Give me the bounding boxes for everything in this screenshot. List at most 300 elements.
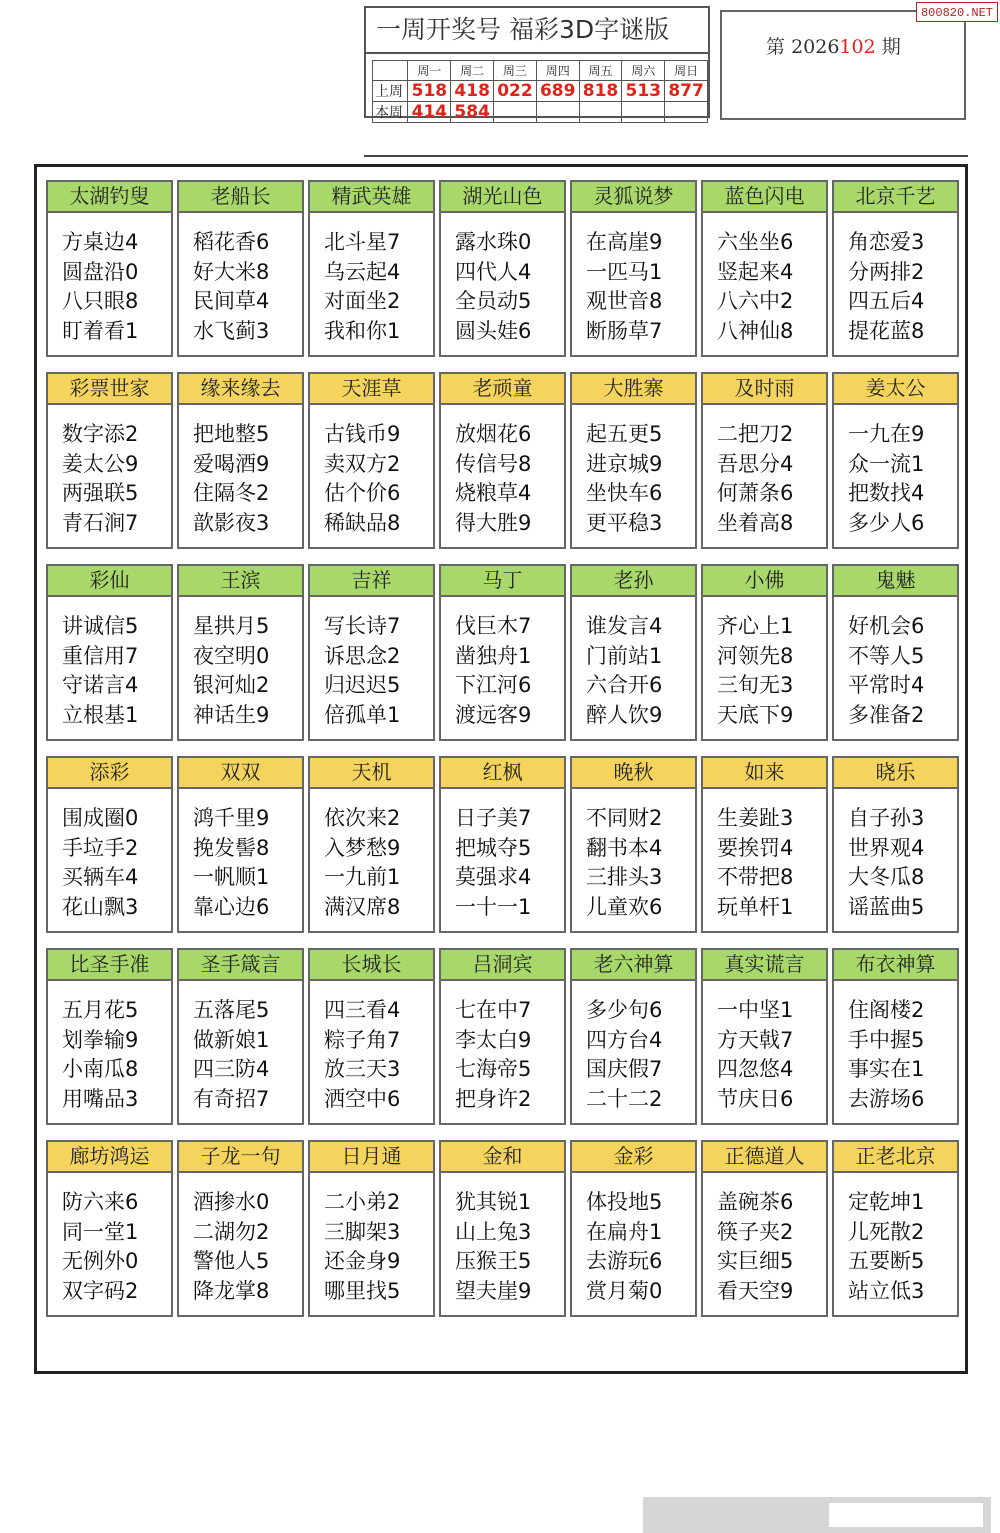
corner-cell xyxy=(373,61,408,81)
riddle-line: 不带把8 xyxy=(717,865,794,889)
riddle-card xyxy=(832,372,959,549)
riddle-line: 五落尾5 xyxy=(193,998,270,1022)
riddle-lines xyxy=(310,789,433,931)
riddle-line: 玩单杆1 xyxy=(717,894,794,919)
riddle-line: 二小弟2 xyxy=(324,1190,401,1214)
riddle-line: 放烟花6 xyxy=(455,422,532,446)
riddle-line: 齐心上1 xyxy=(717,614,794,638)
riddle-lines xyxy=(441,1173,564,1315)
riddle-line: 估个价6 xyxy=(324,481,401,505)
riddle-line: 古钱币9 xyxy=(324,422,401,446)
riddle-author: 吕洞宾 xyxy=(441,950,564,981)
riddle-author: 灵狐说梦 xyxy=(572,182,695,213)
riddle-lines xyxy=(310,405,433,547)
riddle-line: 一九在9 xyxy=(848,422,925,446)
riddle-line: 小南瓜8 xyxy=(62,1057,139,1081)
riddle-lines xyxy=(572,405,695,547)
draw-number: 022 xyxy=(494,81,537,102)
riddle-lines xyxy=(179,789,302,931)
issue-number: 102 xyxy=(839,36,876,58)
draw-number xyxy=(536,102,579,123)
riddle-line: 犹其锐1 xyxy=(455,1190,532,1214)
riddle-line: 坐快车6 xyxy=(586,481,663,505)
riddle-line: 四代人4 xyxy=(455,259,532,284)
riddle-author: 天涯草 xyxy=(310,374,433,405)
riddle-card xyxy=(177,564,304,741)
riddle-card xyxy=(832,1140,959,1317)
riddle-line: 用嘴品3 xyxy=(62,1086,139,1111)
riddle-lines xyxy=(179,1173,302,1315)
riddle-line: 买辆车4 xyxy=(62,865,139,889)
riddle-line: 归迟迟5 xyxy=(324,673,401,697)
riddle-line: 盯着看1 xyxy=(62,318,139,343)
riddle-line: 压猴王5 xyxy=(455,1249,532,1273)
draw-number xyxy=(622,102,665,123)
weekly-draw-panel xyxy=(364,6,710,122)
riddle-line: 更平稳3 xyxy=(586,510,663,535)
riddle-line: 渡远客9 xyxy=(455,702,532,727)
day-header-row xyxy=(373,61,708,81)
riddle-lines xyxy=(179,213,302,355)
riddle-card xyxy=(177,948,304,1125)
riddle-author: 晓乐 xyxy=(834,758,957,789)
riddle-line: 五月花5 xyxy=(62,998,139,1022)
riddle-author: 彩仙 xyxy=(48,566,171,597)
riddle-line: 门前站1 xyxy=(586,643,663,668)
riddle-line: 传信号8 xyxy=(455,451,532,476)
riddle-card xyxy=(46,948,173,1125)
riddle-lines xyxy=(48,981,171,1123)
riddle-line: 姜太公9 xyxy=(62,451,139,476)
riddle-line: 一帆顺1 xyxy=(193,865,270,889)
riddle-author: 湖光山色 xyxy=(441,182,564,213)
riddle-author: 双双 xyxy=(179,758,302,789)
riddle-lines xyxy=(703,597,826,739)
riddle-line: 好机会6 xyxy=(848,614,925,638)
riddle-line: 酒掺水0 xyxy=(193,1190,270,1214)
last-week-label: 上周 xyxy=(373,81,408,102)
riddle-author: 正德道人 xyxy=(703,1142,826,1173)
footer-blank xyxy=(829,1503,983,1527)
draw-number: 584 xyxy=(451,102,494,123)
riddle-line: 河领先8 xyxy=(717,643,794,668)
riddle-line: 我和你1 xyxy=(324,318,401,343)
riddle-card xyxy=(439,564,566,741)
riddle-line: 谁发言4 xyxy=(586,614,663,638)
riddle-line: 大冬瓜8 xyxy=(848,865,925,889)
riddle-line: 露水珠0 xyxy=(455,230,532,254)
riddle-author: 金彩 xyxy=(572,1142,695,1173)
riddle-author: 布衣神算 xyxy=(834,950,957,981)
riddle-line: 入梦愁9 xyxy=(324,835,401,860)
riddle-line: 圆盘沿0 xyxy=(62,259,139,284)
riddle-author: 比圣手准 xyxy=(48,950,171,981)
riddle-line: 在扁舟1 xyxy=(586,1219,663,1244)
riddle-line: 稻花香6 xyxy=(193,230,270,254)
riddle-card xyxy=(701,180,828,357)
riddle-line: 卖双方2 xyxy=(324,451,401,476)
riddle-line: 事实在1 xyxy=(848,1057,925,1081)
riddle-line: 世界观4 xyxy=(848,835,925,860)
riddle-line: 生姜趾3 xyxy=(717,806,794,830)
riddle-lines xyxy=(48,789,171,931)
riddle-author: 北京千艺 xyxy=(834,182,957,213)
riddle-card xyxy=(46,372,173,549)
riddle-line: 四方台4 xyxy=(586,1027,663,1052)
riddle-lines xyxy=(310,213,433,355)
riddle-card xyxy=(177,1140,304,1317)
weekly-draw-title: 一周开奖号 福彩3D字谜版 xyxy=(366,8,708,54)
day-label: 周四 xyxy=(536,61,579,81)
riddle-line: 起五更5 xyxy=(586,422,663,446)
riddle-line: 全员动5 xyxy=(455,289,532,313)
riddle-line: 多少句6 xyxy=(586,998,663,1022)
riddle-line: 一九前1 xyxy=(324,865,401,889)
riddle-lines xyxy=(572,213,695,355)
riddle-line: 八六中2 xyxy=(717,289,794,313)
riddle-line: 把数找4 xyxy=(848,481,925,505)
day-label: 周一 xyxy=(408,61,451,81)
riddle-line: 花山飘3 xyxy=(62,894,139,919)
day-label: 周三 xyxy=(494,61,537,81)
riddle-line: 翻书本4 xyxy=(586,835,663,860)
riddle-line: 何萧条6 xyxy=(717,481,794,505)
riddle-line: 儿童欢6 xyxy=(586,894,663,919)
draw-number xyxy=(579,102,622,123)
riddle-lines xyxy=(572,981,695,1123)
riddle-author: 长城长 xyxy=(310,950,433,981)
riddle-line: 一匹马1 xyxy=(586,259,663,284)
riddle-line: 夜空明0 xyxy=(193,643,270,668)
riddle-line: 对面坐2 xyxy=(324,289,401,313)
riddle-author: 正老北京 xyxy=(834,1142,957,1173)
riddle-line: 做新娘1 xyxy=(193,1027,270,1052)
riddle-author: 小佛 xyxy=(703,566,826,597)
riddle-lines xyxy=(441,405,564,547)
riddle-author: 子龙一句 xyxy=(179,1142,302,1173)
day-label: 周六 xyxy=(622,61,665,81)
riddle-line: 北斗星7 xyxy=(324,230,401,254)
riddle-card xyxy=(701,372,828,549)
riddle-author: 吉祥 xyxy=(310,566,433,597)
riddle-lines xyxy=(703,213,826,355)
riddle-line: 稀缺品8 xyxy=(324,510,401,535)
header-divider xyxy=(364,155,968,157)
riddle-line: 分两排2 xyxy=(848,259,925,284)
riddle-line: 警他人5 xyxy=(193,1249,270,1273)
riddle-line: 星拱月5 xyxy=(193,614,270,638)
riddle-line: 爱喝酒9 xyxy=(193,451,270,476)
riddle-line: 方桌边4 xyxy=(62,230,139,254)
riddle-line: 划拳输9 xyxy=(62,1027,139,1052)
riddle-card xyxy=(701,756,828,933)
riddle-line: 筷子夹2 xyxy=(717,1219,794,1244)
riddle-line: 日子美7 xyxy=(455,806,532,830)
riddle-line: 银河灿2 xyxy=(193,673,270,697)
riddle-card xyxy=(439,948,566,1125)
riddle-line: 依次来2 xyxy=(324,806,401,830)
riddle-line: 住隔冬2 xyxy=(193,481,270,505)
riddle-line: 去游场6 xyxy=(848,1086,925,1111)
riddle-author: 及时雨 xyxy=(703,374,826,405)
riddle-line: 定乾坤1 xyxy=(848,1190,925,1214)
riddle-line: 伐巨木7 xyxy=(455,614,532,638)
riddle-line: 天底下9 xyxy=(717,702,794,727)
riddle-line: 方天戟7 xyxy=(717,1027,794,1052)
riddle-author: 晚秋 xyxy=(572,758,695,789)
riddle-line: 要挨罚4 xyxy=(717,835,794,860)
riddle-line: 满汉席8 xyxy=(324,894,401,919)
riddle-line: 进京城9 xyxy=(586,451,663,476)
riddle-lines xyxy=(310,597,433,739)
riddle-line: 两强联5 xyxy=(62,481,139,505)
riddle-line: 四五后4 xyxy=(848,289,925,313)
riddle-line: 手中握5 xyxy=(848,1027,925,1052)
riddle-line: 立根基1 xyxy=(62,702,139,727)
riddle-line: 赏月菊0 xyxy=(586,1278,663,1303)
riddle-card xyxy=(177,756,304,933)
riddle-author: 金和 xyxy=(441,1142,564,1173)
riddle-lines xyxy=(48,213,171,355)
riddle-line: 七在中7 xyxy=(455,998,532,1022)
riddle-lines xyxy=(834,405,957,547)
riddle-line: 看天空9 xyxy=(717,1278,794,1303)
riddle-line: 无例外0 xyxy=(62,1249,139,1273)
riddle-line: 得大胜9 xyxy=(455,510,532,535)
riddle-line: 双字码2 xyxy=(62,1278,139,1303)
riddle-lines xyxy=(834,789,957,931)
riddle-line: 圆头娃6 xyxy=(455,318,532,343)
issue-label xyxy=(766,32,901,59)
riddle-card xyxy=(308,1140,435,1317)
draw-number xyxy=(494,102,537,123)
riddle-card xyxy=(570,756,697,933)
riddle-card xyxy=(570,180,697,357)
riddle-card xyxy=(832,180,959,357)
riddle-line: 三脚架3 xyxy=(324,1219,401,1244)
riddle-card xyxy=(570,948,697,1125)
riddle-author: 老船长 xyxy=(179,182,302,213)
riddle-grid xyxy=(46,180,959,1317)
draw-number: 518 xyxy=(408,81,451,102)
riddle-line: 八神仙8 xyxy=(717,318,794,343)
riddle-author: 老孙 xyxy=(572,566,695,597)
riddle-line: 二十二2 xyxy=(586,1086,663,1111)
riddle-lines xyxy=(48,1173,171,1315)
riddle-lines xyxy=(179,981,302,1123)
riddle-line: 手垃手2 xyxy=(62,835,139,860)
this-week-row xyxy=(373,102,708,123)
last-week-row xyxy=(373,81,708,102)
riddle-lines xyxy=(834,981,957,1123)
riddle-line: 放三天3 xyxy=(324,1057,401,1081)
riddle-line: 体投地5 xyxy=(586,1190,663,1214)
issue-panel xyxy=(720,10,966,120)
riddle-line: 好大米8 xyxy=(193,259,270,284)
riddle-line: 讲诚信5 xyxy=(62,614,139,638)
riddle-card xyxy=(308,180,435,357)
riddle-line: 不同财2 xyxy=(586,806,663,830)
riddle-lines xyxy=(703,405,826,547)
riddle-card xyxy=(177,180,304,357)
riddle-line: 五要断5 xyxy=(848,1249,925,1273)
riddle-card xyxy=(46,564,173,741)
issue-year: 2026 xyxy=(791,36,840,58)
riddle-line: 观世音8 xyxy=(586,289,663,313)
riddle-lines xyxy=(834,597,957,739)
riddle-lines xyxy=(48,405,171,547)
riddle-line: 粽子角7 xyxy=(324,1027,401,1052)
site-watermark: 800820.NET xyxy=(916,2,998,22)
riddle-line: 歆影夜3 xyxy=(193,510,270,535)
riddle-line: 八只眼8 xyxy=(62,289,139,313)
riddle-author: 添彩 xyxy=(48,758,171,789)
riddle-line: 挽发髻8 xyxy=(193,835,270,860)
riddle-card xyxy=(701,564,828,741)
riddle-card xyxy=(308,564,435,741)
riddle-line: 四忽悠4 xyxy=(717,1057,794,1081)
riddle-card xyxy=(832,756,959,933)
riddle-author: 大胜寨 xyxy=(572,374,695,405)
riddle-lines xyxy=(572,1173,695,1315)
riddle-line: 把地整5 xyxy=(193,422,270,446)
this-week-label: 本周 xyxy=(373,102,408,123)
riddle-line: 守诺言4 xyxy=(62,673,139,697)
riddle-card xyxy=(701,1140,828,1317)
riddle-line: 重信用7 xyxy=(62,643,139,668)
riddle-author: 姜太公 xyxy=(834,374,957,405)
riddle-card xyxy=(832,564,959,741)
riddle-lines xyxy=(441,789,564,931)
riddle-line: 实巨细5 xyxy=(717,1249,794,1273)
riddle-lines xyxy=(834,213,957,355)
riddle-card xyxy=(308,948,435,1125)
riddle-line: 众一流1 xyxy=(848,451,925,476)
riddle-line: 多准备2 xyxy=(848,702,925,727)
weekly-draw-table xyxy=(372,60,708,123)
riddle-lines xyxy=(834,1173,957,1315)
riddle-line: 七海帝5 xyxy=(455,1057,532,1081)
draw-number: 818 xyxy=(579,81,622,102)
riddle-line: 鸿千里9 xyxy=(193,806,270,830)
day-label: 周五 xyxy=(579,61,622,81)
riddle-card xyxy=(570,1140,697,1317)
riddle-line: 诉思念2 xyxy=(324,643,401,668)
riddle-card xyxy=(46,756,173,933)
riddle-line: 节庆日6 xyxy=(717,1086,794,1111)
draw-number xyxy=(665,102,708,123)
riddle-line: 醉人饮9 xyxy=(586,702,663,727)
riddle-line: 断肠草7 xyxy=(586,318,663,343)
riddle-author: 王滨 xyxy=(179,566,302,597)
draw-number: 689 xyxy=(536,81,579,102)
riddle-line: 还金身9 xyxy=(324,1249,401,1273)
riddle-line: 一十一1 xyxy=(455,894,532,919)
riddle-card xyxy=(832,948,959,1125)
riddle-line: 把身许2 xyxy=(455,1086,532,1111)
riddle-author: 马丁 xyxy=(441,566,564,597)
riddle-line: 数字添2 xyxy=(62,422,139,446)
riddle-line: 有奇招7 xyxy=(193,1086,270,1111)
riddle-line: 降龙掌8 xyxy=(193,1278,270,1303)
riddle-line: 盖碗茶6 xyxy=(717,1190,794,1214)
riddle-line: 六坐坐6 xyxy=(717,230,794,254)
riddle-line: 竖起来4 xyxy=(717,259,794,284)
riddle-line: 靠心边6 xyxy=(193,894,270,919)
riddle-line: 在高崖9 xyxy=(586,230,663,254)
riddle-author: 老顽童 xyxy=(441,374,564,405)
riddle-lines xyxy=(179,597,302,739)
riddle-line: 一中坚1 xyxy=(717,998,794,1022)
riddle-line: 站立低3 xyxy=(848,1278,925,1303)
riddle-line: 乌云起4 xyxy=(324,259,401,284)
riddle-author: 缘来缘去 xyxy=(179,374,302,405)
day-label: 周二 xyxy=(451,61,494,81)
riddle-line: 写长诗7 xyxy=(324,614,401,638)
draw-number: 414 xyxy=(408,102,451,123)
riddle-line: 三旬无3 xyxy=(717,673,794,697)
riddle-line: 倍孤单1 xyxy=(324,702,401,727)
issue-suffix: 期 xyxy=(881,36,901,58)
riddle-line: 神话生9 xyxy=(193,702,270,727)
riddle-author: 老六神算 xyxy=(572,950,695,981)
riddle-line: 围成圈0 xyxy=(62,806,139,830)
riddle-line: 国庆假7 xyxy=(586,1057,663,1081)
riddle-line: 哪里找5 xyxy=(324,1278,401,1303)
riddle-author: 蓝色闪电 xyxy=(703,182,826,213)
riddle-line: 洒空中6 xyxy=(324,1086,401,1111)
riddle-card xyxy=(308,372,435,549)
riddle-line: 自子孙3 xyxy=(848,806,925,830)
riddle-lines xyxy=(703,981,826,1123)
draw-number: 418 xyxy=(451,81,494,102)
riddle-card xyxy=(439,372,566,549)
riddle-line: 烧粮草4 xyxy=(455,481,532,505)
riddle-card xyxy=(701,948,828,1125)
riddle-card xyxy=(439,756,566,933)
riddle-line: 吾思分4 xyxy=(717,451,794,476)
draw-number: 877 xyxy=(665,81,708,102)
riddle-card xyxy=(570,564,697,741)
footer-bar xyxy=(643,1497,991,1533)
riddle-lines xyxy=(572,597,695,739)
riddle-author: 廊坊鸿运 xyxy=(48,1142,171,1173)
riddle-line: 二湖勿2 xyxy=(193,1219,270,1244)
draw-number: 513 xyxy=(622,81,665,102)
riddle-author: 红枫 xyxy=(441,758,564,789)
riddle-line: 角恋爱3 xyxy=(848,230,925,254)
riddle-line: 多少人6 xyxy=(848,510,925,535)
riddle-line: 坐着高8 xyxy=(717,510,794,535)
riddle-card xyxy=(439,1140,566,1317)
riddle-line: 山上兔3 xyxy=(455,1219,532,1244)
riddle-author: 日月通 xyxy=(310,1142,433,1173)
riddle-line: 儿死散2 xyxy=(848,1219,925,1244)
riddle-line: 三排头3 xyxy=(586,865,663,889)
riddle-lines xyxy=(179,405,302,547)
riddle-line: 民间草4 xyxy=(193,289,270,313)
issue-prefix: 第 xyxy=(766,36,786,58)
riddle-lines xyxy=(703,1173,826,1315)
riddle-lines xyxy=(310,1173,433,1315)
riddle-line: 李太白9 xyxy=(455,1027,532,1052)
riddle-card xyxy=(308,756,435,933)
riddle-line: 住阁楼2 xyxy=(848,998,925,1022)
riddle-line: 望夫崖9 xyxy=(455,1278,532,1303)
riddle-line: 谣蓝曲5 xyxy=(848,894,925,919)
riddle-author: 如来 xyxy=(703,758,826,789)
riddle-line: 水飞蓟3 xyxy=(193,318,270,343)
